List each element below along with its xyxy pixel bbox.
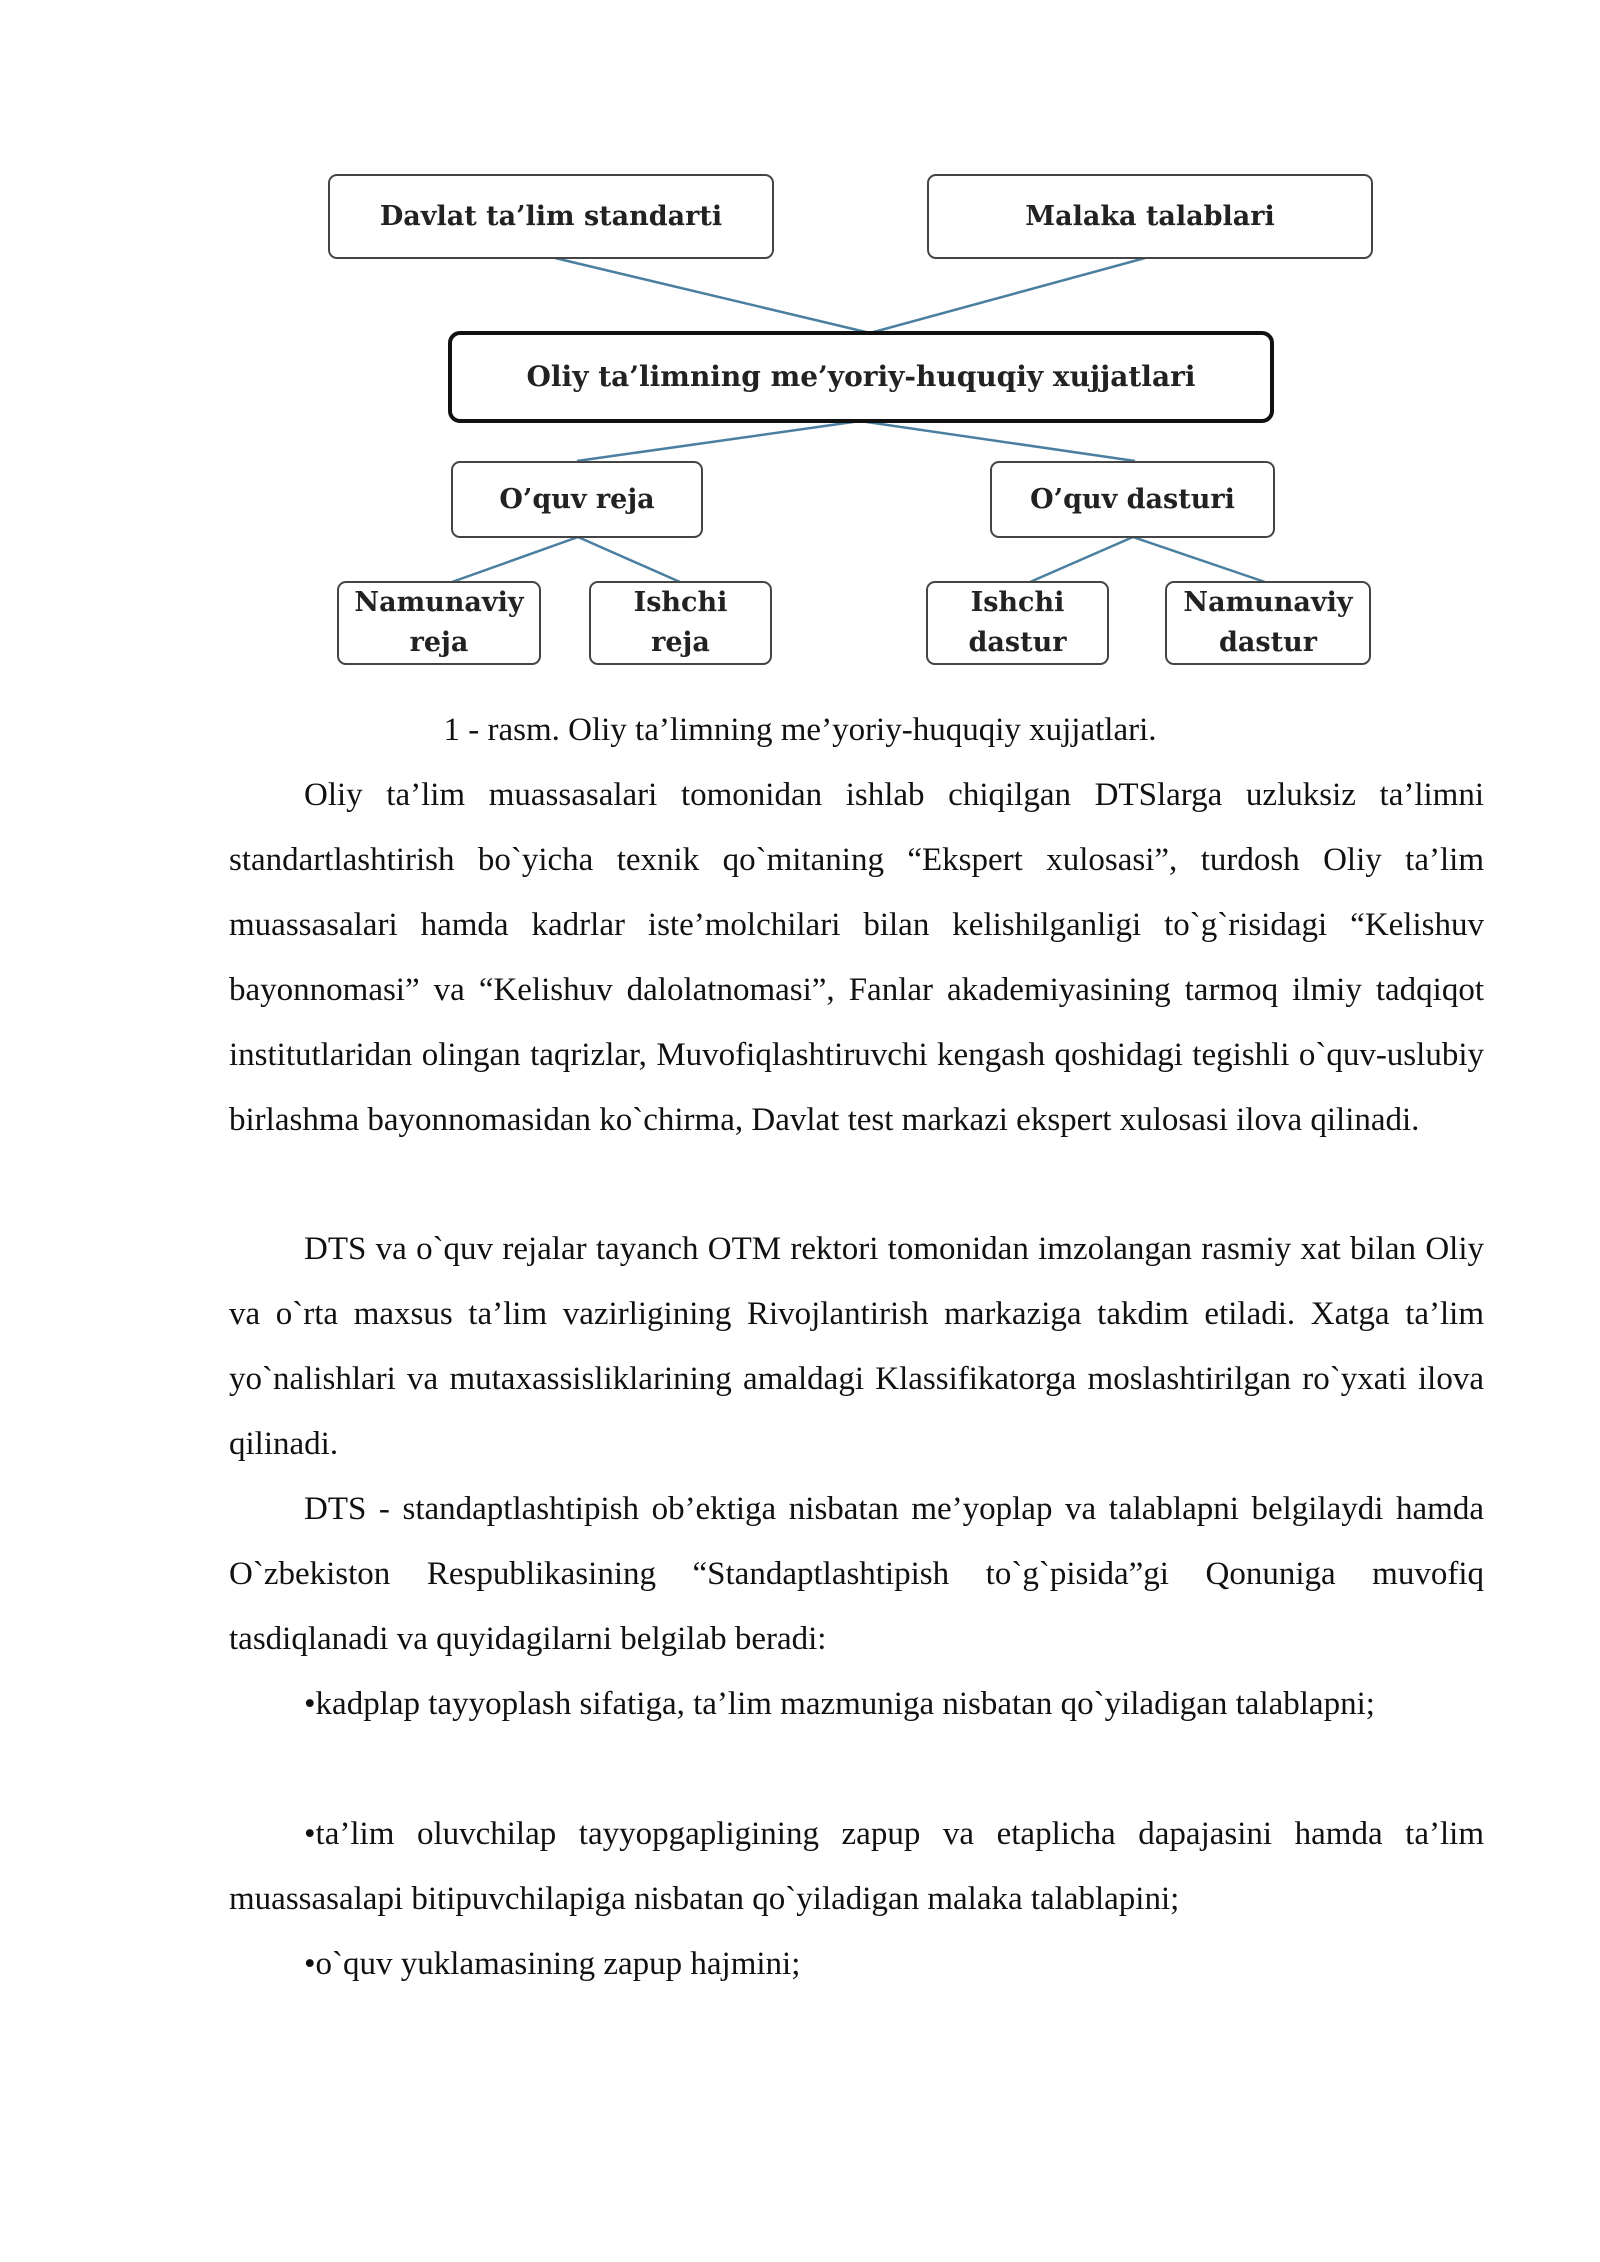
connector-line (555, 258, 870, 333)
bullet-item: •kadplap tayyoplash sifatiga, ta’lim mazmuniga nisbatan qo`yiladigan talablapni; (304, 1686, 1375, 1722)
box-namunaviy-reja (337, 581, 541, 665)
box-label: Ishchi dastur (968, 587, 1067, 658)
box-label: Namunaviy reja (354, 587, 524, 658)
paragraph-3: DTS - standaptlashtipish ob’ektiga nisbatan me’yoplap va talablapni belgilaydi hamda O`zbekiston Respublikasining “Standaptlashtipish to`g`pisida”gi Qonuniga muvofiq tasdiqlanadi va quyidagilarni belgilab beradi: (229, 1491, 1484, 1657)
box-label: Ishchi reja (633, 587, 728, 658)
diagram (0, 0, 1600, 700)
box-ishchi-dastur (926, 581, 1109, 665)
box-oquv-dasturi (990, 461, 1275, 538)
connector-line (870, 258, 1145, 333)
connector-line (1030, 537, 1133, 582)
connector-line (1133, 537, 1265, 582)
box-ishchi-reja (589, 581, 772, 665)
box-label: Namunaviy dastur (1183, 587, 1353, 658)
connector-line (577, 421, 860, 461)
box-oquv-reja (451, 461, 703, 538)
figure-caption: 1 - rasm. Oliy ta’limning me’yoriy-huquqiy xujjatlari. (443, 712, 1157, 748)
box-davlat-talim-standarti (328, 174, 774, 259)
paragraph-1: Oliy ta’lim muassasalari tomonidan ishlab chiqilgan DTSlarga uzluksiz ta’limni standartlashtirish bo`yicha texnik qo`mitaning “Ekspert xulosasi”, turdosh Oliy ta’lim muassasalari hamda kadrlar iste’molchilari bilan kelishilganligi to`g`risidagi “Kelishuv bayonnomasi” va “Kelishuv dalolatnomasi”, Fanlar akademiyasining tarmoq ilmiy tadqiqot institutlaridan olingan taqrizlar, Muvofiqlashtiruvchi kengash qoshidagi tegishli o`quv-uslubiy birlashma bayonnomasidan ko`chirma, Davlat test markazi ekspert xulosasi ilova qilinadi. (229, 777, 1484, 1138)
box-label: O’quv dasturi (1030, 483, 1235, 515)
box-label: O’quv reja (499, 483, 655, 515)
box-namunaviy-dastur (1165, 581, 1371, 665)
connector-line (578, 537, 680, 582)
bullet-item: •o`quv yuklamasining zapup hajmini; (304, 1946, 801, 1982)
box-label: Davlat ta’lim standarti (379, 200, 723, 232)
box-oliy-talim-xujjatlari (448, 331, 1274, 423)
box-label: Malaka talablari (1025, 200, 1275, 232)
connector-line (860, 421, 1135, 461)
connector-line (452, 537, 578, 582)
box-label: Oliy ta’limning me’yoriy-huquqiy xujjatlari (526, 360, 1196, 393)
paragraph-2: DTS va o`quv rejalar tayanch OTM rektori tomonidan imzolangan rasmiy xat bilan Oliy va o`rta maxsus ta’lim vazirligining Rivojlantirish markaziga takdim etiladi. Xatga ta’lim yo`nalishlari va mutaxassisliklarining amaldagi Klassifikatorga moslashtirilgan ro`yxati ilova qilinadi. (229, 1231, 1484, 1462)
box-malaka-talablari (927, 174, 1373, 259)
bullet-item: •ta’lim oluvchilap tayyopgapligining zapup va etaplicha dapajasini hamda ta’lim muassasalapi bitipuvchilapiga nisbatan qo`yiladigan malaka talablapini; (229, 1816, 1484, 1917)
